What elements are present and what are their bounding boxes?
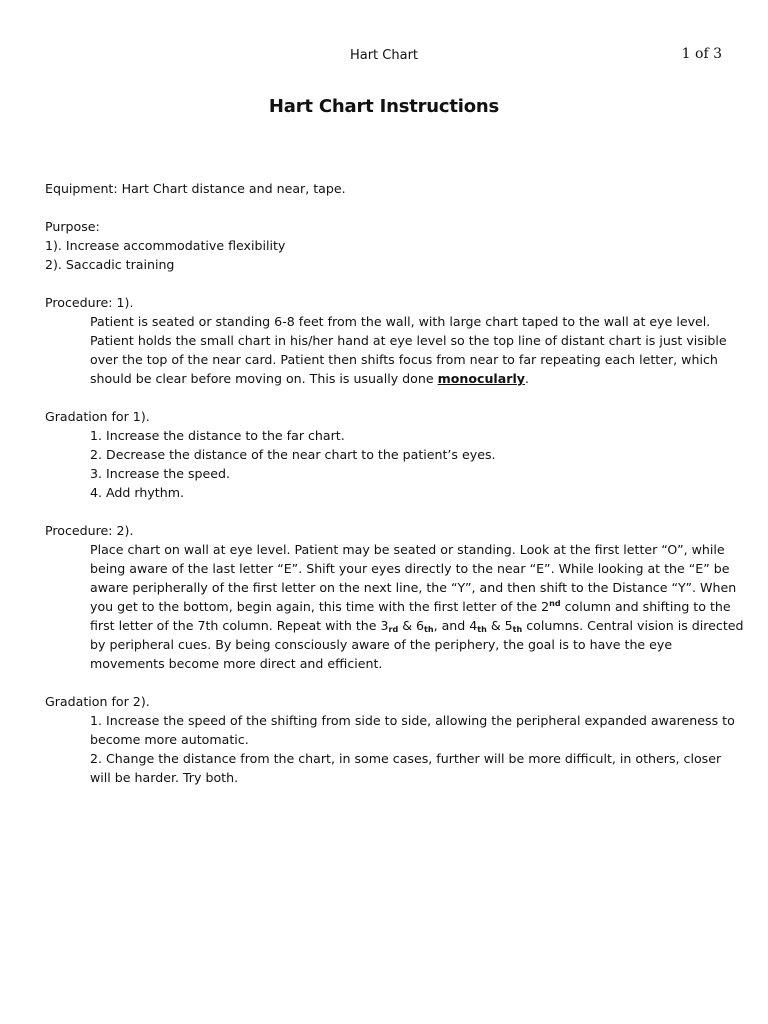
paragraph-text: column and shifting to the: [560, 599, 731, 614]
paragraph-text: & 6: [398, 618, 425, 633]
document-title: Hart Chart Instructions: [268, 96, 500, 117]
paragraph-text: columns. Central vision is directed: [522, 618, 744, 633]
procedure-2-text: [45, 540, 744, 673]
paragraph-line: aware peripherally of the first letter on the next line, the “Y”, and then shift to the Distance “Y”. When: [90, 580, 737, 595]
subscript: th: [424, 625, 434, 634]
paragraph-line: [90, 369, 725, 388]
purpose-item: 2). Saccadic training: [45, 257, 175, 272]
purpose-item: 1). Increase accommodative flexibility: [45, 238, 286, 253]
paragraph-text: should be clear before moving on. This is usually done: [90, 371, 438, 386]
gradation-1-list: [45, 426, 725, 502]
page-number: 1 of 3: [681, 46, 722, 62]
paragraph-line: [90, 597, 731, 616]
procedure-1-text: [45, 312, 725, 388]
header-title: Hart Chart: [349, 48, 419, 63]
paragraph-line: [90, 616, 744, 635]
paragraph-line: movements become more direct and efficient.: [90, 656, 383, 671]
paragraph-line: being aware of the last letter “E”. Shift your eyes directly to the near “E”. While looking at the “E” be: [90, 561, 730, 576]
list-item: 2. Decrease the distance of the near chart to the patient’s eyes.: [90, 447, 496, 462]
paragraph-text: first letter of the 7th column. Repeat with the 3: [90, 618, 389, 633]
paragraph-line: Patient is seated or standing 6-8 feet from the wall, with large chart taped to the wall at eye level.: [90, 314, 711, 329]
superscript: nd: [549, 599, 561, 608]
monocularly-emphasis: monocularly: [437, 371, 525, 386]
gradation-1-heading: Gradation for 1).: [45, 409, 150, 424]
gradation-2-heading: Gradation for 2).: [45, 694, 150, 709]
list-item: 2. Change the distance from the chart, in some cases, further will be more difficult, in others, closer: [90, 751, 722, 766]
paragraph-text: you get to the bottom, begin again, this time with the first letter of the 2: [90, 599, 550, 614]
equipment-line: Equipment: Hart Chart distance and near, tape.: [45, 181, 346, 196]
list-item: will be harder. Try both.: [90, 770, 239, 785]
list-item: 1. Increase the speed of the shifting from side to side, allowing the peripheral expanded awareness to: [90, 713, 735, 728]
procedure-1-heading: Procedure: 1).: [45, 295, 134, 310]
list-item: 3. Increase the speed.: [90, 466, 231, 481]
paragraph-line: by peripheral cues. By being consciously aware of the periphery, the goal is to have the eye: [90, 637, 673, 652]
list-item: 1. Increase the distance to the far chart.: [90, 428, 345, 443]
paragraph-text: & 5: [486, 618, 513, 633]
list-item: become more automatic.: [90, 732, 249, 747]
procedure-2-heading: Procedure: 2).: [45, 523, 134, 538]
paragraph-text: , and 4: [433, 618, 478, 633]
subscript: th: [512, 625, 523, 634]
paragraph-line: Patient holds the small chart in his/her hand at eye level so the top line of distant chart is just visible: [90, 333, 727, 348]
subscript: th: [477, 625, 487, 634]
subscript: rd: [388, 625, 399, 634]
gradation-2-list: [45, 711, 735, 787]
purpose-heading: Purpose:: [45, 219, 100, 234]
document-body: [45, 179, 744, 787]
paragraph-line: Place chart on wall at eye level. Patient may be seated or standing. Look at the first letter “O”, while: [90, 542, 725, 557]
paragraph-line: over the top of the near card. Patient then shifts focus from near to far repeating each letter, which: [90, 352, 718, 367]
paragraph-text: .: [525, 371, 530, 386]
list-item: 4. Add rhythm.: [90, 485, 184, 500]
